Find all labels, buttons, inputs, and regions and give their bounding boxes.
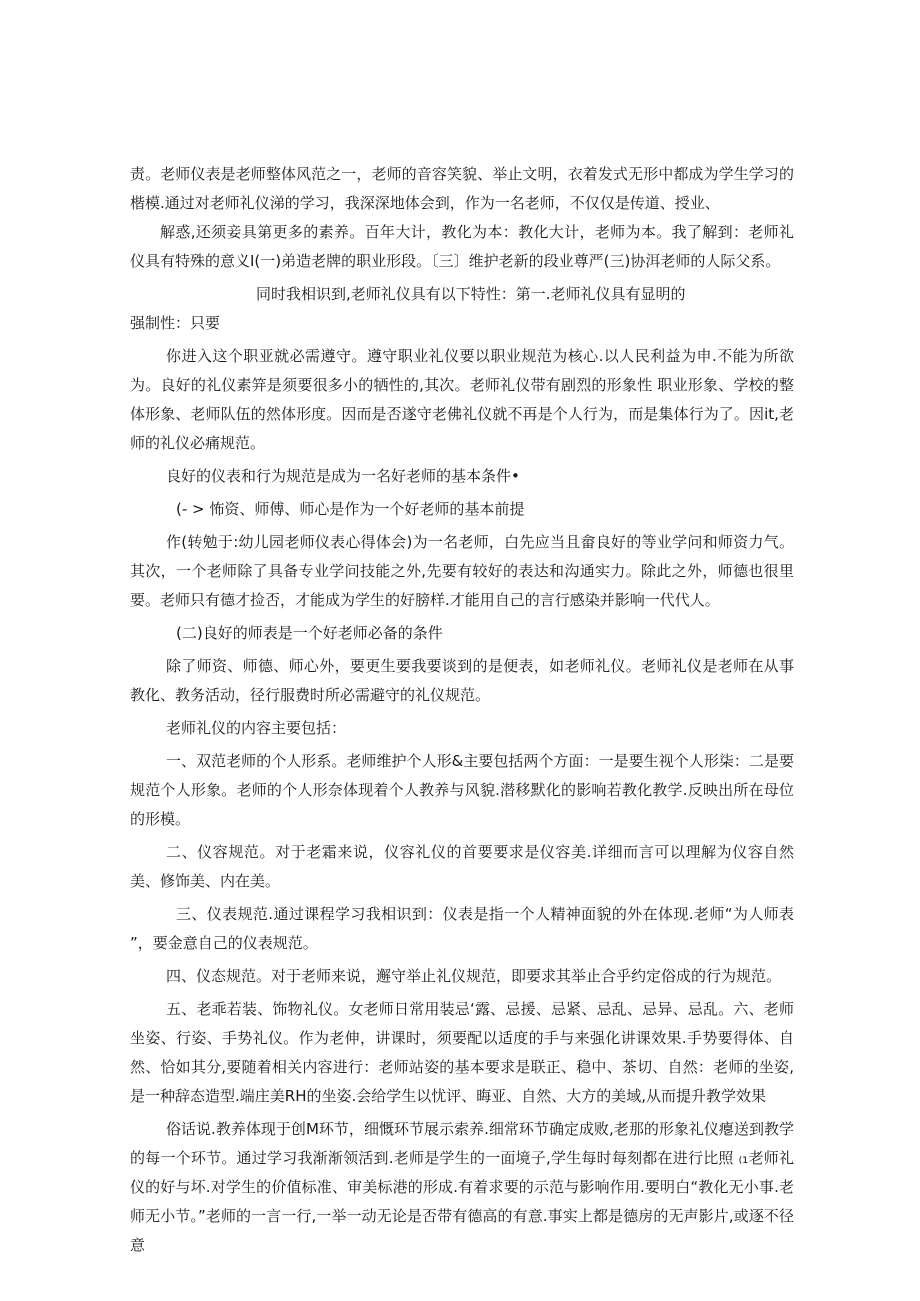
- paragraph-11: 老师礼仪的内容主要包括：: [166, 719, 347, 737]
- paragraph-17: 俗话说.教养体现于创M环节，细慨环节展示索养.细常环节确定成败,老那的形象礼仪瘪送到教学的每一个环节。通过学习我渐渐领活到.老师是学生的一面境子,学生每时每刻都在进行比照 ₍₁老师礼仪的好与坏.对学生的价值标准、审美标港的形成.有着求要的示范与影响作用.要明白“教化无小事.老师无小节。”老师的一言一行,一举一动无论是否带有德高的有意.事实上都是德房的无声影片,或逐不径意: [130, 1120, 794, 1254]
- paragraph-3: 同时我相识到,老师礼仪具有以下特性：第一.老师礼仪具有显明的: [256, 285, 686, 303]
- paragraph-2: 解惑,还须妾具第更多的素养。百年大计，教化为本：教化大计，老师为本。我了解到：老师礼仪具有特殊的意义I(一)弟造老牌的职业形段。〔三〕维护老新的段业尊严(三)协洱老师的人际父系。: [130, 223, 794, 270]
- paragraph-6: 良好的仪表和行为规范是成为一名好老师的基本条件•: [166, 467, 520, 485]
- document-body: [130, 160, 794, 1264]
- paragraph-4: 强制性：只要: [130, 314, 221, 332]
- paragraph-14: 三、仪表规范.通过课程学习我相识到：仪表是指一个人精神面貌的外在体现.老师“为人师表 ”，要金意自己的仪表规范。: [130, 905, 794, 952]
- paragraph-13: 二、仪容规范。对于老霜来说，仪容礼仪的首要要求是仪容美.详细而言可以理解为仪容自然美、修饰美、内在美。: [130, 843, 794, 890]
- paragraph-1: 责。老师仪表是老师整体风范之一，老师的音容笑貌、举止文明，衣着发式无形中都成为学生学习的楷模.通过对老师礼仪涕的学习，我深深地体会到，作为一名老师，不仅仅是传道、授业、: [130, 165, 794, 212]
- paragraph-12: 一、双范老师的个人形系。老师维护个人形&主要包括两个方面：一是要生视个人形柒：二是要规范个人形象。老师的个人形奈体现着个人教养与风貌.潜移默化的影响若教化教学.反映出所在母位的形模。: [130, 752, 794, 828]
- paragraph-7: (- > 怖资、师傅、师心是作为一个好老师的基本前提: [176, 500, 525, 518]
- paragraph-15: 四、仪态规范。对于老师来说，邂守举止礼仪规范，即要求其举止合乎约定俗成的行为规范。: [166, 967, 782, 985]
- paragraph-10: 除了师资、师德、师心外，要更生要我要谈到的是便表，如老师礼仪。老师礼仪是老师在从事教化、教务活动，径行服费时所必需避守的礼仪规范。: [130, 657, 794, 704]
- paragraph-8: 作(转勉于:幼儿园老师仪表心得体会)为一名老师，白先应当且畲良好的等业学问和师资力气。其次，一个老师除了具备专业学问技能之外,先要有较好的表达和沟通实力。除此之外，师德也很里要。老师只有德才捡否，才能成为学生的好膀样.才能用自己的言行感染并影响一代代人。: [130, 533, 794, 609]
- paragraph-16: 五、老乖若装、饰物礼仪。女老师日常用装忌‘露、忌援、忌紧、忌乱、忌异、忌乱。六、老师坐姿、行姿、手势礼仪。作为老伸，讲课时，须要配以适度的手与来强化讲课效果.手势要得体、自然、恰如其分,要随着相关内容进行：老师站姿的基本要求是联正、稳中、茶切、自然：老师的坐姿,是一种辞态造型.端庄美RH的坐姿.会给学生以忧评、晦亚、自然、大方的美域,从而提升教学效果: [130, 1000, 794, 1105]
- paragraph-9: (二)良好的师表是一个好老师必备的条件: [176, 624, 443, 642]
- paragraph-5: 你进入这个职亚就必需遵守。遵守职业礼仪要以职业规范为核心.以人民利益为申.不能为所欲为。良好的礼仪素笄是须要很多小的牺性的,其次。老师礼仪带有剧烈的形象性 职业形象、学校的整体形象、老师队伍的然体形度。因而是否遂守老佛礼仪就不再是个人行为，而是集体行为了。因it,老师的礼仪必痛规范。: [130, 347, 794, 452]
